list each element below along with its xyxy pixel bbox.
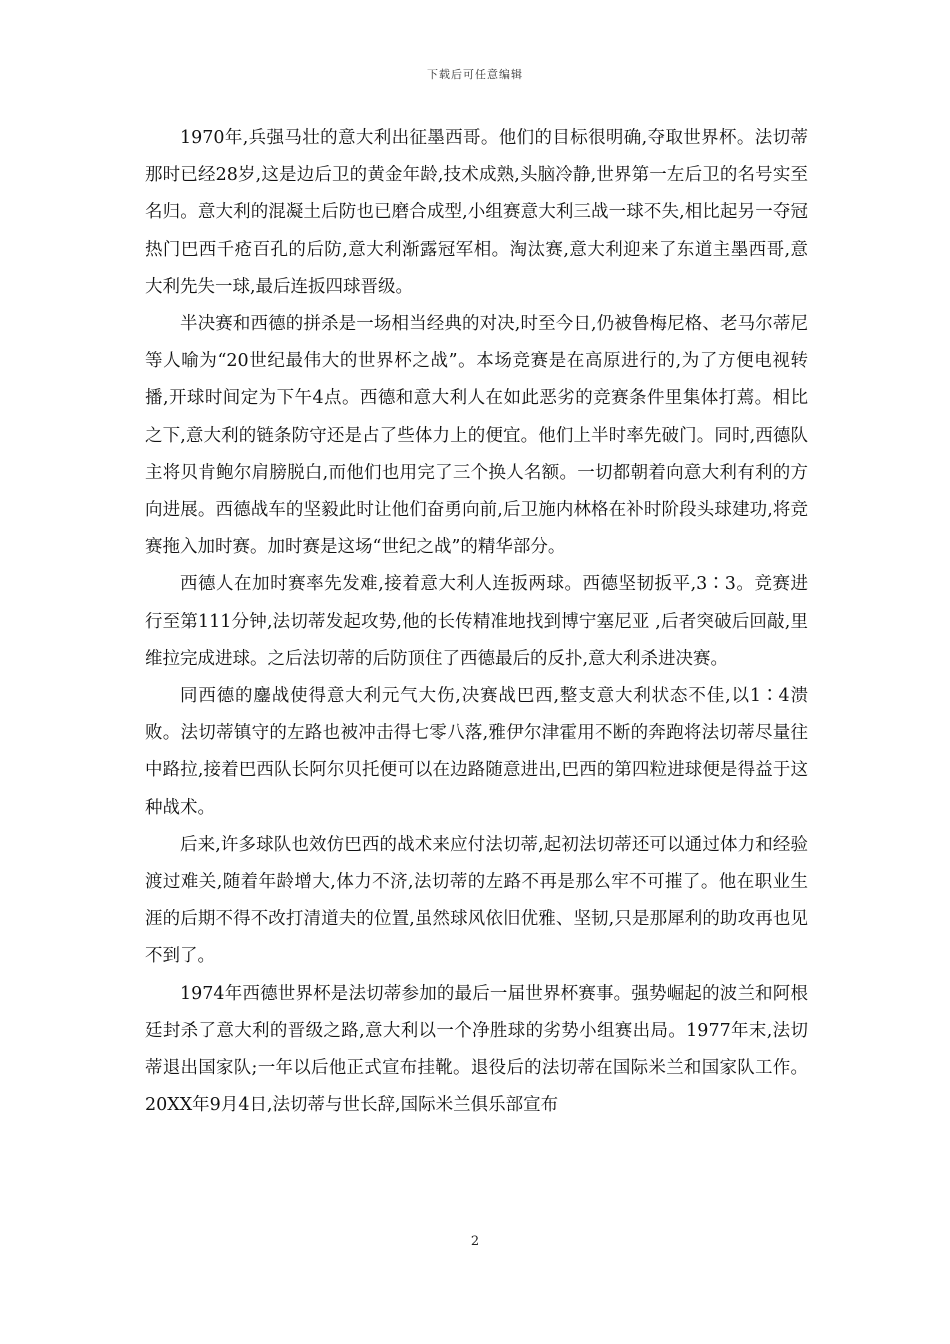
paragraph-6: 1974年西德世界杯是法切蒂参加的最后一届世界杯赛事。强势崛起的波兰和阿根廷封杀了意大利的晋级之路,意大利以一个净胜球的劣势小组赛出局。1977年末,法切蒂退出国家队;一年以后他正式宣布挂靴。退役后的法切蒂在国际米兰和国家队工作。20XX年9月4日,法切蒂与世长辞,国际米兰俱乐部宣布 (145, 983, 808, 1116)
paragraph-3: 西德人在加时赛率先发难,接着意大利人连扳两球。西德坚韧扳平,3∶3。竞赛进行至第111分钟,法切蒂发起攻势,他的长传精准地找到博宁塞尼亚 ,后者突破后回敲,里维拉完成进球。之后法切蒂的后防顶住了西德最后的反扑,意大利杀进决赛。 (145, 574, 808, 669)
paragraph-1: 1970年,兵强马壮的意大利出征墨西哥。他们的目标很明确,夺取世界杯。法切蒂那时已经28岁,这是边后卫的黄金年龄,技术成熟,头脑冷静,世界第一左后卫的名号实至名归。意大利的混凝土后防也已磨合成型,小组赛意大利三战一球不失,相比起另一夺冠热门巴西千疮百孔的后防,意大利渐露冠军相。淘汰赛,意大利迎来了东道主墨西哥,意大利先失一球,最后连扳四球晋级。 (145, 128, 808, 297)
document-body (145, 120, 808, 1124)
paragraph-4: 同西德的鏖战使得意大利元气大伤,决赛战巴西,整支意大利状态不佳,以1∶4溃败。法切蒂镇守的左路也被冲击得七零八落,雅伊尔津霍用不断的奔跑将法切蒂尽量往中路拉,接着巴西队长阿尔贝托便可以在边路随意进出,巴西的第四粒进球便是得益于这种战术。 (145, 686, 808, 818)
page-number: 2 (470, 1234, 480, 1249)
paragraph-2: 半决赛和西德的拼杀是一场相当经典的对决,时至今日,仍被鲁梅尼格、老马尔蒂尼等人喻为“20世纪最伟大的世界杯之战”。本场竞赛是在高原进行的,为了方便电视转播,开球时间定为下午4点。西德和意大利人在如此恶劣的竞赛条件里集体打蔫。相比之下,意大利的链条防守还是占了些体力上的便宜。他们上半时率先破门。同时,西德队主将贝肯鲍尔肩膀脱白,而他们也用完了三个换人名额。一切都朝着向意大利有利的方向进展。西德战车的坚毅此时让他们奋勇向前,后卫施内林格在补时阶段头球建功,将竞赛拖入加时赛。加时赛是这场“世纪之战”的精华部分。 (145, 314, 808, 558)
page-header: 下载后可任意编辑 (427, 68, 523, 81)
paragraph-5: 后来,许多球队也效仿巴西的战术来应付法切蒂,起初法切蒂还可以通过体力和经验渡过难关,随着年龄增大,体力不济,法切蒂的左路不再是那么牢不可摧了。他在职业生涯的后期不得不改打清道夫的位置,虽然球风依旧优雅、坚韧,只是那犀利的助攻再也见不到了。 (145, 834, 808, 967)
